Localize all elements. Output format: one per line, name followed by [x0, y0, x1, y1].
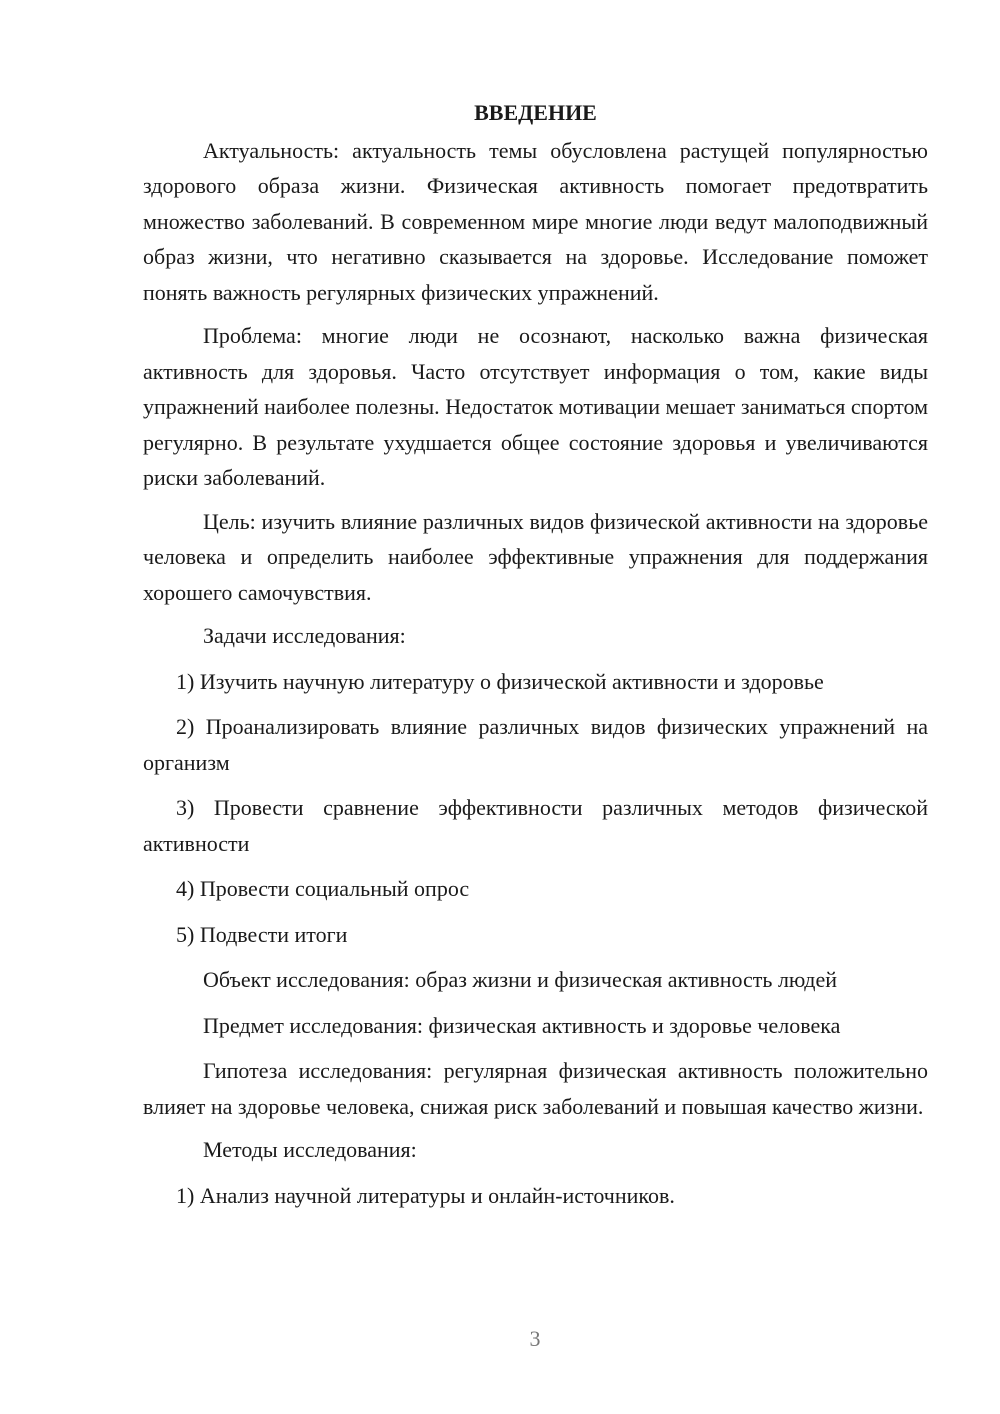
goal-paragraph: Цель: изучить влияние различных видов физической активности на здоровье человека и определить наиболее эффективные упражнения для поддержания хорошего самочувствия. — [143, 508, 928, 605]
object-paragraph: Объект исследования: образ жизни и физическая активность людей — [203, 967, 837, 992]
task-item: 5) Подвести итоги — [176, 921, 348, 947]
methods-heading: Методы исследования: — [203, 1137, 417, 1162]
task-item: 1) Изучить научную литературу о физической активности и здоровье — [176, 668, 824, 694]
task-item: 2) Проанализировать влияние различных видов физических упражнений на организм — [143, 714, 928, 775]
task-item: 3) Провести сравнение эффективности различных методов физической активности — [143, 795, 928, 856]
tasks-heading: Задачи исследования: — [203, 623, 406, 648]
relevance-paragraph: Актуальность: актуальность темы обусловлена растущей популярностью здорового образа жизни. Физическая активность помогает предотвратить множество заболеваний. В современном мире многие люди ведут малоподвижный образ жизни, что негативно сказывается на здоровье. Исследование поможет понять важность регулярных физических упражнений. — [143, 137, 928, 305]
problem-paragraph: Проблема: многие люди не осознают, насколько важна физическая активность для здоровья. Часто отсутствует информация о том, какие виды упражнений наиболее полезны. Недостаток мотивации мешает заниматься спортом регулярно. В результате ухудшается общее состояние здоровья и увеличиваются риски заболеваний. — [143, 323, 928, 490]
task-item: 4) Провести социальный опрос — [176, 876, 470, 901]
method-item: 1) Анализ научной литературы и онлайн-источников. — [176, 1182, 675, 1208]
hypothesis-paragraph: Гипотеза исследования: регулярная физическая активность положительно влияет на здоровье человека, снижая риск заболеваний и повышая качество жизни. — [143, 1058, 928, 1119]
page-number: 3 — [529, 1326, 541, 1351]
page-content — [143, 95, 928, 1223]
subject-paragraph: Предмет исследования: физическая активность и здоровье человека — [203, 1012, 841, 1038]
page-title: ВВЕДЕНИЕ — [474, 100, 597, 125]
